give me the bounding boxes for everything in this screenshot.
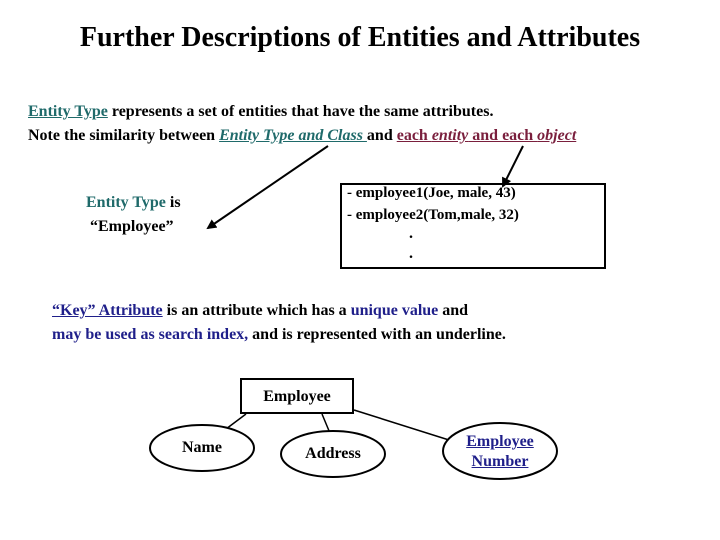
- employee-entity-box: Employee: [240, 378, 354, 414]
- unique-value-term: unique value: [350, 302, 439, 319]
- instance-ellipsis-dot-1: .: [409, 225, 413, 242]
- entity-example-value: “Employee”: [90, 218, 174, 235]
- attr-employee-number-label: [445, 432, 555, 472]
- key-text-3: and is represented with an underline.: [248, 326, 506, 343]
- key-text-1: is an attribute which has a: [162, 302, 351, 319]
- attr-key-line-1: Employee: [466, 433, 534, 450]
- search-index-term: may be used as search index,: [52, 326, 249, 343]
- entity-word: entity: [431, 127, 469, 144]
- entity-type-term: Entity Type: [28, 103, 108, 120]
- entity-class-term: Entity Type and Class: [219, 127, 367, 144]
- key-attribute-term: “Key” Attribute: [52, 302, 163, 319]
- intro-line-1-text: represents a set of entities that have the same attributes.: [107, 103, 494, 120]
- page-title: Further Descriptions of Entities and Attributes: [79, 22, 641, 53]
- arrow-class-to-entity-type: [208, 146, 328, 228]
- arrow-entity-to-instances: [503, 146, 523, 186]
- attr-key-line-2: Number: [471, 453, 529, 470]
- intro-line-2-and: and: [366, 127, 397, 144]
- object-word: object: [537, 127, 577, 144]
- intro-line-2-prefix: Note the similarity between: [28, 127, 220, 144]
- instance-row-2: - employee2(Tom,male, 32): [347, 207, 519, 223]
- attr-address-label: Address: [305, 445, 361, 462]
- and-each-words: and each: [468, 127, 538, 144]
- attr-name-label: Name: [182, 439, 222, 456]
- each-word: each: [396, 127, 432, 144]
- entity-is-label: is: [165, 194, 181, 211]
- instance-row-1: - employee1(Joe, male, 43): [347, 185, 516, 201]
- instance-ellipsis-dot-2: .: [409, 245, 413, 262]
- key-text-2: and: [438, 302, 469, 319]
- entity-type-label: Entity Type: [86, 194, 166, 211]
